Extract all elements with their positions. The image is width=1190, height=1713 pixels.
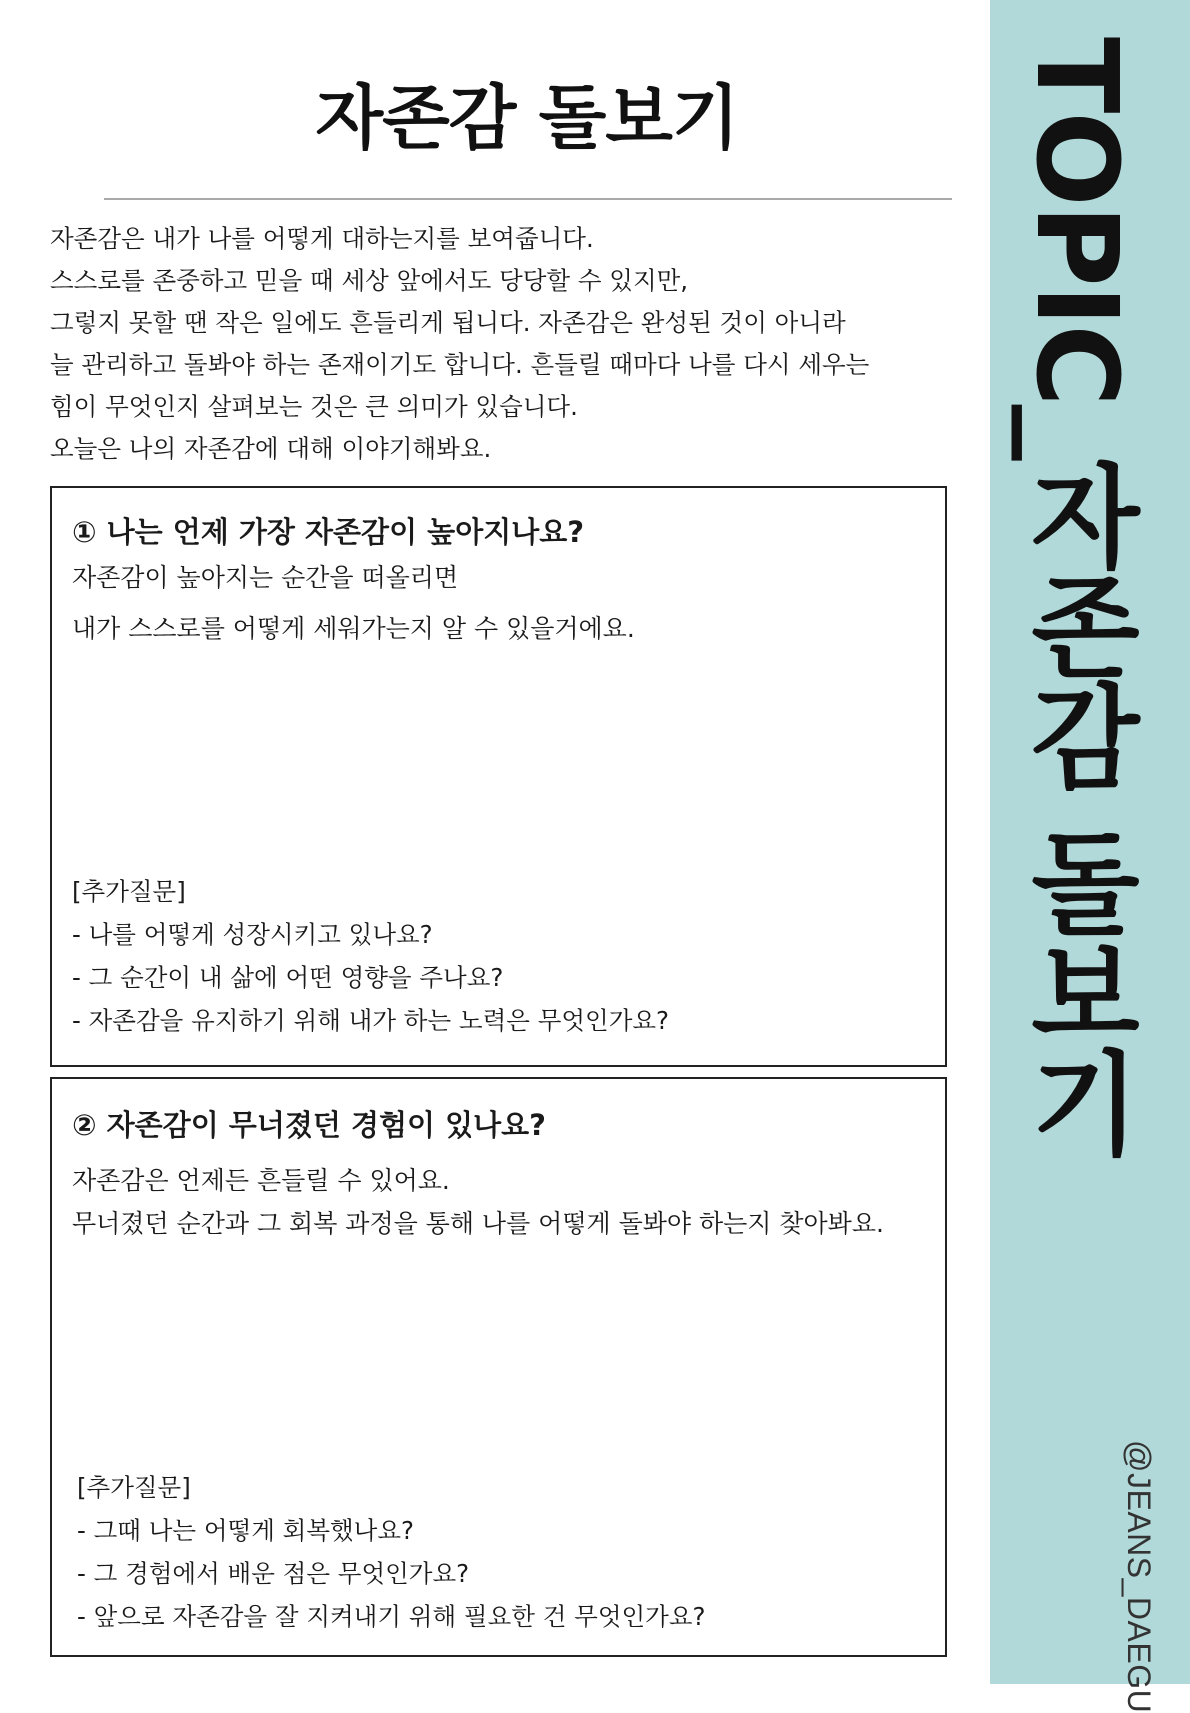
extra-question-item: - 그 경험에서 배운 점은 무엇인가요? (77, 1559, 470, 1588)
intro-line: 자존감은 내가 나를 어떻게 대하는지를 보여줍니다. (50, 224, 594, 253)
intro-line: 그렇지 못할 땐 작은 일에도 흔들리게 됩니다. 자존감은 완성된 것이 아니라 (50, 308, 846, 337)
question-body (72, 552, 635, 654)
intro-line: 스스로를 존중하고 믿을 때 세상 앞에서도 당당할 수 있지만, (50, 266, 689, 295)
question-body-line: 자존감은 언제든 흔들릴 수 있어요. (72, 1166, 450, 1195)
question-title: ① 나는 언제 가장 자존감이 높아지나요? (72, 515, 585, 549)
intro-line: 힘이 무엇인지 살펴보는 것은 큰 의미가 있습니다. (50, 392, 578, 421)
sidebar-topic-title: TOPIC_자존감 돌보기 (1011, 37, 1141, 1156)
intro-line: 오늘은 나의 자존감에 대해 이야기해봐요. (50, 434, 492, 463)
intro-paragraph (50, 218, 950, 470)
extra-question-item: - 나를 어떻게 성장시키고 있나요? (72, 920, 433, 949)
extra-questions-header: [추가질문] (72, 877, 186, 906)
question-body-line: 내가 스스로를 어떻게 세워가는지 알 수 있을거에요. (72, 614, 635, 643)
extra-questions-header: [추가질문] (77, 1473, 191, 1502)
extra-question-item: - 앞으로 자존감을 잘 지켜내기 위해 필요한 건 무엇인가요? (77, 1602, 706, 1631)
question-box-2 (50, 1077, 947, 1657)
topic-sidebar (990, 0, 1190, 1713)
question-body-line: 무너졌던 순간과 그 회복 과정을 통해 나를 어떻게 돌봐야 하는지 찾아봐요. (72, 1209, 884, 1238)
extra-questions (77, 1466, 706, 1638)
sidebar-handle: @JEANS_DAEGU (1121, 1440, 1157, 1713)
extra-question-item: - 그 순간이 내 삶에 어떤 영향을 주나요? (72, 963, 504, 992)
extra-question-item: - 그때 나는 어떻게 회복했나요? (77, 1516, 414, 1545)
extra-question-item: - 자존감을 유지하기 위해 내가 하는 노력은 무엇인가요? (72, 1006, 670, 1035)
extra-questions (72, 870, 669, 1042)
question-box-1 (50, 486, 947, 1067)
page-title: 자존감 돌보기 (315, 77, 739, 159)
question-title: ② 자존감이 무너졌던 경험이 있나요? (72, 1108, 546, 1142)
question-body (72, 1159, 884, 1245)
title-divider (104, 198, 952, 200)
question-body-line: 자존감이 높아지는 순간을 떠올리면 (72, 563, 459, 592)
intro-line: 늘 관리하고 돌봐야 하는 존재이기도 합니다. 흔들릴 때마다 나를 다시 세우는 (50, 350, 870, 379)
